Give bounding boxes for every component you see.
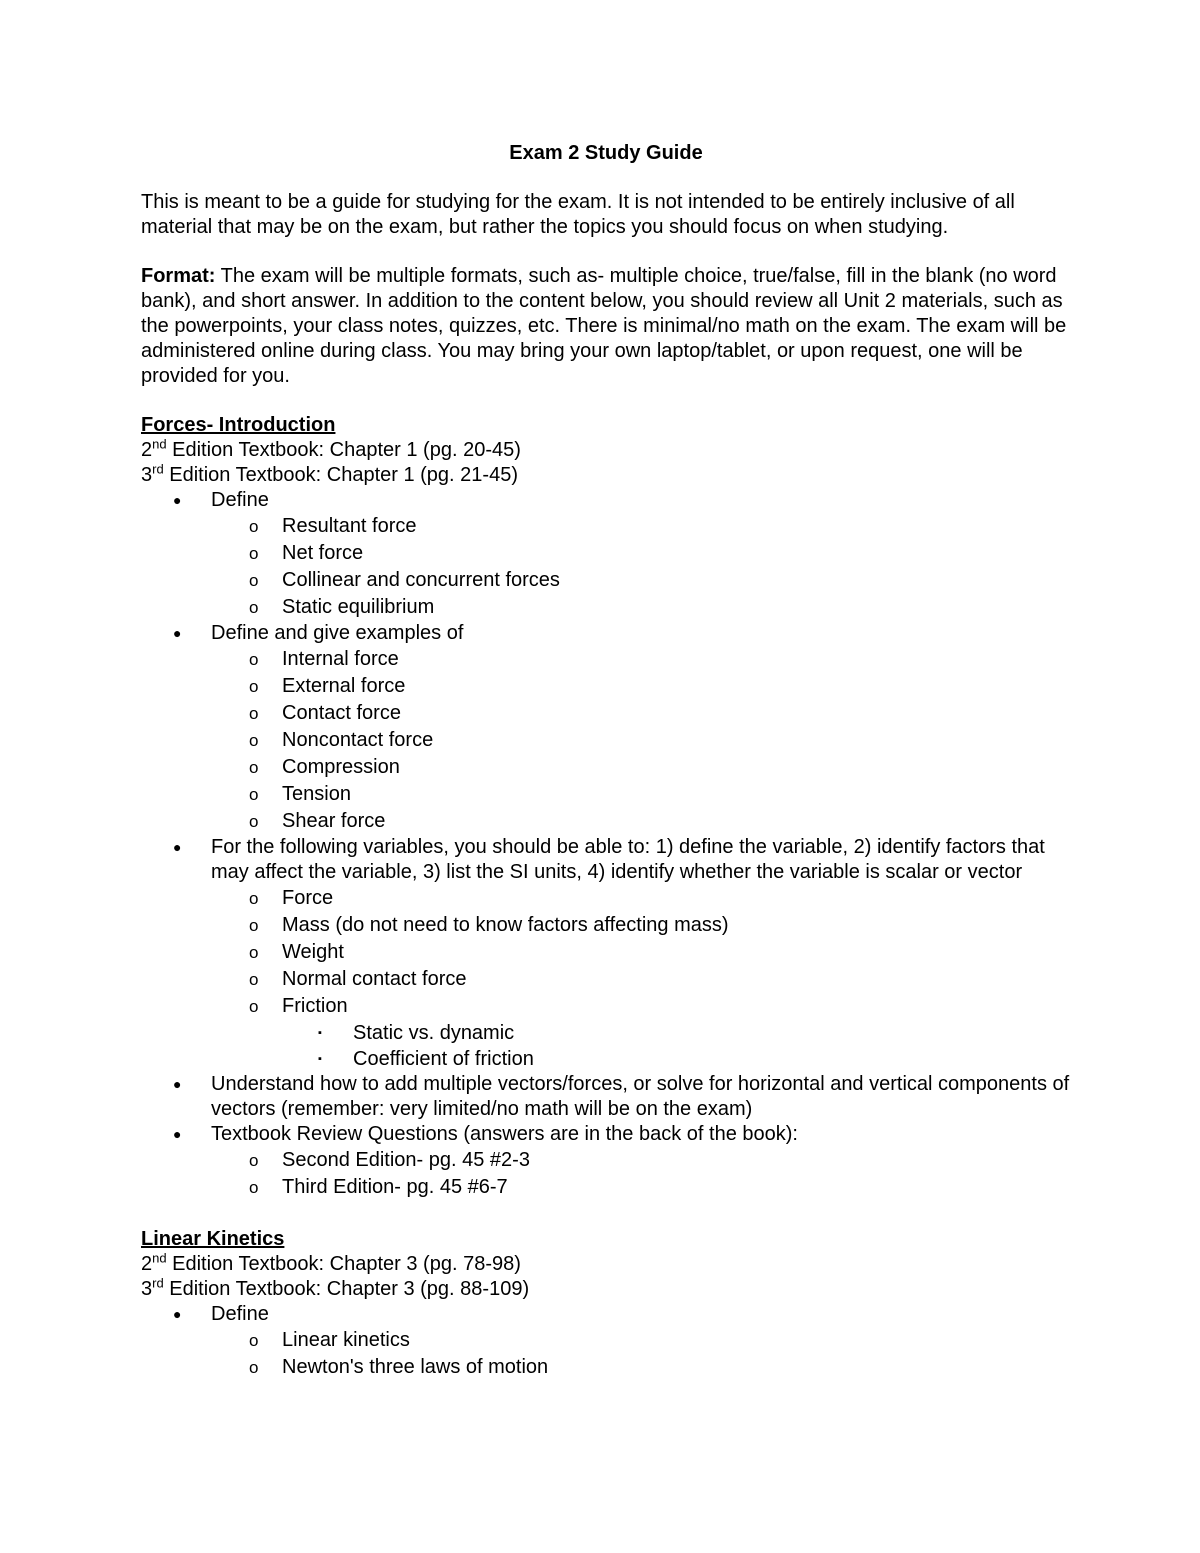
- list-item: ● Understand how to add multiple vectors/forces, or solve for horizontal and vertical components of vectors (remember: very limited/no math will be on the exam): [173, 1073, 1070, 1120]
- square-bullet-icon: ▪: [318, 1027, 322, 1039]
- list-item: o Internal force: [211, 646, 1071, 673]
- list-item: o Mass (do not need to know factors affecting mass): [211, 912, 1071, 939]
- list-item: ▪ Coefficient of friction: [318, 1048, 534, 1070]
- list-item: o External force: [211, 673, 1071, 700]
- list-item: o Compression: [211, 754, 1071, 781]
- circle-bullet-icon: o: [249, 1178, 259, 1197]
- bullet-icon: ●: [173, 1076, 182, 1092]
- sub-list: [211, 1327, 1071, 1381]
- circle-bullet-icon: o: [249, 785, 259, 804]
- sub-list: [211, 513, 1071, 621]
- list-item: o Tension: [211, 781, 1071, 808]
- bullet-icon: ●: [173, 492, 182, 508]
- circle-bullet-icon: o: [249, 731, 259, 750]
- textbook-reference: 2nd Edition Textbook: Chapter 1 (pg. 20-45): [141, 436, 521, 461]
- bullet-icon: ●: [173, 1306, 182, 1322]
- format-label: Format:: [141, 265, 216, 287]
- list-item: o Contact force: [211, 700, 1071, 727]
- list-item: o Net force: [211, 540, 1071, 567]
- sub-list: [211, 1147, 1071, 1201]
- section-heading: Linear Kinetics: [141, 1228, 285, 1250]
- circle-bullet-icon: o: [249, 650, 259, 669]
- circle-bullet-icon: o: [249, 1151, 259, 1170]
- circle-bullet-icon: o: [249, 571, 259, 590]
- sub-sub-list: [282, 1020, 1071, 1072]
- list-item: ▪ Static vs. dynamic: [318, 1022, 515, 1044]
- circle-bullet-icon: o: [249, 889, 259, 908]
- circle-bullet-icon: o: [249, 544, 259, 563]
- list-item: ● Define o Resultant force o Net force o Collinear and concurrent forces o Static equilibrium: [141, 488, 1071, 621]
- circle-bullet-icon: o: [249, 598, 259, 617]
- section-heading: Forces- Introduction: [141, 414, 336, 436]
- circle-bullet-icon: o: [249, 517, 259, 536]
- circle-bullet-icon: o: [249, 943, 259, 962]
- circle-bullet-icon: o: [249, 1358, 259, 1377]
- list-item: o Third Edition- pg. 45 #6-7: [211, 1174, 1071, 1201]
- sub-list: [211, 885, 1071, 1072]
- circle-bullet-icon: o: [249, 758, 259, 777]
- intro-paragraph: This is meant to be a guide for studying for the exam. It is not intended to be entirely inclusive of all material that may be on the exam, but rather the topics you should focus on when studying.: [141, 191, 1015, 238]
- list-item: ● Define and give examples of o Internal force o External force o Contact force o Noncontact force o Compression o Tension o Shear force: [141, 621, 1071, 835]
- list-item: o Weight: [211, 939, 1071, 966]
- list-item: o Resultant force: [211, 513, 1071, 540]
- circle-bullet-icon: o: [249, 997, 259, 1016]
- list-item: o Normal contact force: [211, 966, 1071, 993]
- circle-bullet-icon: o: [249, 704, 259, 723]
- bullet-icon: ●: [173, 625, 182, 641]
- circle-bullet-icon: o: [249, 812, 259, 831]
- list-item: o Static equilibrium: [211, 594, 1071, 621]
- list-item: o Force: [211, 885, 1071, 912]
- section-forces-introduction: [141, 413, 1071, 1201]
- sub-list: [211, 646, 1071, 835]
- circle-bullet-icon: o: [249, 970, 259, 989]
- list-item: ● Define o Linear kinetics o Newton's three laws of motion: [141, 1302, 1071, 1381]
- document-page: [141, 140, 1071, 1381]
- circle-bullet-icon: o: [249, 677, 259, 696]
- list-item: o Shear force: [211, 808, 1071, 835]
- list-item: o Friction ▪ Static vs. dynamic ▪ Coefficient of friction: [211, 993, 1071, 1072]
- section-linear-kinetics: [141, 1227, 1071, 1381]
- topic-list: [141, 1302, 1071, 1381]
- list-item: ● Textbook Review Questions (answers are in the back of the book): o Second Edition- pg. 45 #2-3 o Third Edition- pg. 45 #6-7: [141, 1122, 1071, 1201]
- list-item: o Linear kinetics: [211, 1327, 1071, 1354]
- list-item: o Collinear and concurrent forces: [211, 567, 1071, 594]
- page-title: Exam 2 Study Guide: [509, 142, 703, 164]
- format-text: The exam will be multiple formats, such as- multiple choice, true/false, fill in the blank (no word bank), and short answer. In addition to the content below, you should review all Unit 2 materials, such as the powerpoints, your class notes, quizzes, etc. There is minimal/no math on the exam. The exam will be administered online during class. You may bring your own laptop/tablet, or upon request, one will be provided for you.: [141, 265, 1067, 387]
- bullet-icon: ●: [173, 1126, 182, 1142]
- textbook-reference: 3rd Edition Textbook: Chapter 1 (pg. 21-45): [141, 461, 518, 486]
- list-item: ● For the following variables, you should be able to: 1) define the variable, 2) identify factors that may affect the variable, 3) list the SI units, 4) identify whether the variable is scalar or vector o Force o Mass (do not need to know factors affecting mass) o Weight o Normal contact force o Friction ▪ Static vs. dynamic ▪ Coefficient of friction: [141, 835, 1071, 1072]
- circle-bullet-icon: o: [249, 916, 259, 935]
- textbook-reference: 2nd Edition Textbook: Chapter 3 (pg. 78-98): [141, 1250, 521, 1275]
- topic-list: [141, 488, 1071, 1201]
- textbook-reference: 3rd Edition Textbook: Chapter 3 (pg. 88-109): [141, 1275, 530, 1300]
- square-bullet-icon: ▪: [318, 1053, 322, 1065]
- bullet-icon: ●: [173, 839, 182, 855]
- circle-bullet-icon: o: [249, 1331, 259, 1350]
- list-item: o Noncontact force: [211, 727, 1071, 754]
- format-paragraph: [141, 264, 1071, 389]
- list-item: o Second Edition- pg. 45 #2-3: [211, 1147, 1071, 1174]
- list-item: o Newton's three laws of motion: [211, 1354, 1071, 1381]
